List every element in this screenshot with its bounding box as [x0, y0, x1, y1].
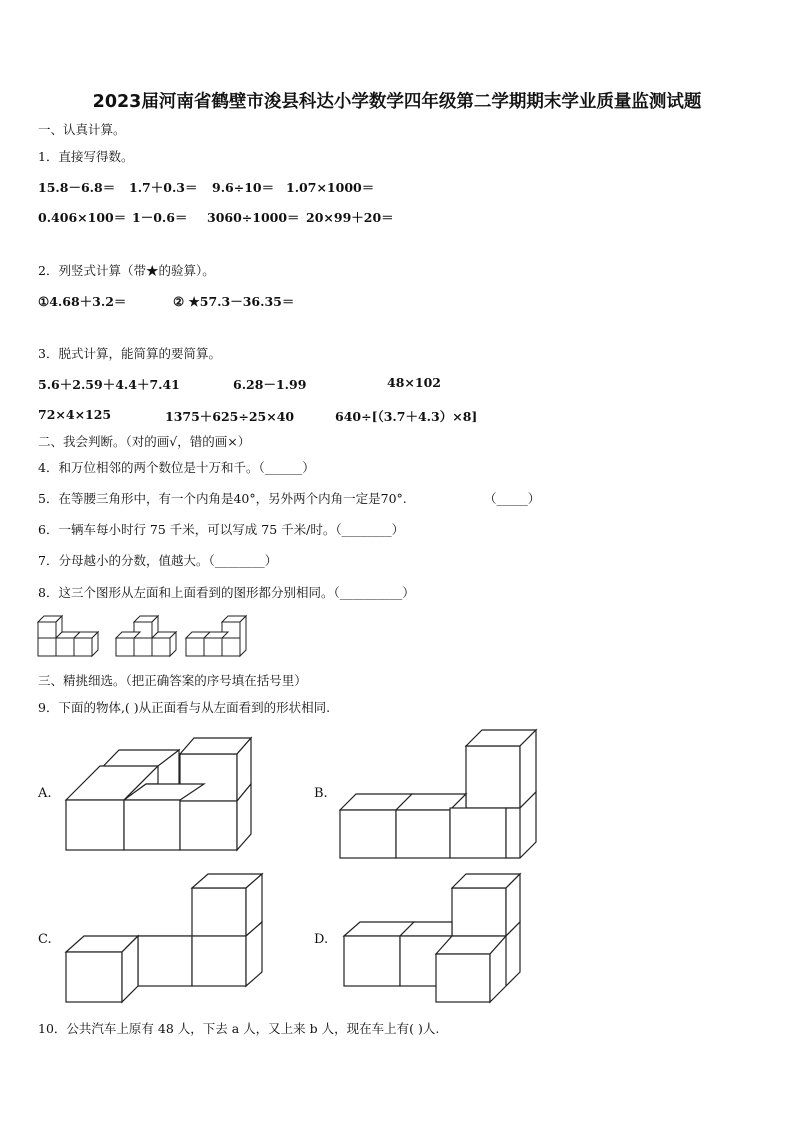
option-a-figure	[64, 734, 264, 856]
q8-figure-2	[116, 616, 176, 656]
option-c-figure	[64, 872, 270, 1004]
page-title: 2023届河南省鹤壁市浚县科达小学数学四年级第二学期期末学业质量监测试题	[92, 92, 702, 112]
section3-heading: 三、精挑细选。（把正确答案的序号填在括号里）	[38, 673, 307, 688]
q3-prompt: 3．脱式计算，能简算的要简算。	[38, 346, 221, 361]
q1-prompt: 1．直接写得数。	[38, 149, 134, 164]
q8-figure-1	[38, 616, 98, 656]
option-d-label[interactable]: D.	[314, 932, 329, 947]
q7-text: 7．分母越小的分数，值越大。（________）	[38, 553, 278, 568]
q1-item: 3060÷1000＝	[207, 210, 300, 225]
option-c-label[interactable]: C.	[38, 932, 52, 947]
q2-item: ② ★57.3－36.35＝	[173, 294, 295, 309]
q3-item: 5.6＋2.59＋4.4＋7.41	[38, 377, 180, 392]
q2-prompt: 2．列竖式计算（带★的验算）。	[38, 263, 215, 278]
section1-heading: 一、认真计算。	[38, 122, 126, 137]
q1-item: 1.07×1000＝	[286, 180, 375, 195]
section2-heading: 二、我会判断。（对的画√，错的画×）	[38, 434, 251, 449]
q8-figures	[36, 614, 276, 660]
option-d-figure	[342, 872, 532, 1004]
q1-item: 1.7＋0.3＝	[129, 180, 198, 195]
option-b-figure	[338, 728, 544, 860]
q3-item: 48×102	[387, 375, 441, 390]
option-a-label[interactable]: A.	[38, 786, 52, 801]
q10-text: 10．公共汽车上原有 48 人，下去 a 人，又上来 b 人，现在车上有( )人.	[38, 1021, 440, 1036]
q1-item: 15.8－6.8＝	[38, 180, 116, 195]
q1-item: 0.406×100＝	[38, 210, 127, 225]
q1-item: 1－0.6＝	[132, 210, 188, 225]
q8-figure-3	[186, 616, 246, 656]
q1-item: 20×99＋20＝	[306, 210, 394, 225]
q3-item: 1375＋625÷25×40	[165, 409, 295, 424]
q8-text: 8．这三个图形从左面和上面看到的图形都分别相同。（__________）	[38, 585, 415, 600]
q9-text: 9．下面的物体,( )从正面看与从左面看到的形状相同.	[38, 700, 331, 715]
q5-answer-blank[interactable]: （_____）	[484, 491, 541, 506]
q4-text: 4．和万位相邻的两个数位是十万和千。（______）	[38, 460, 315, 475]
q1-item: 9.6÷10＝	[212, 180, 275, 195]
q3-item: 640÷[（3.7＋4.3）×8]	[335, 409, 478, 424]
q6-text: 6．一辆车每小时行 75 千米，可以写成 75 千米/时。（________）	[38, 522, 405, 537]
q5-text: 5．在等腰三角形中，有一个内角是40°，另外两个内角一定是70°.	[38, 491, 407, 506]
q3-item: 6.28－1.99	[233, 377, 307, 392]
option-b-label[interactable]: B.	[314, 786, 328, 801]
q2-item: ①4.68＋3.2＝	[38, 294, 127, 309]
q3-item: 72×4×125	[38, 407, 112, 422]
